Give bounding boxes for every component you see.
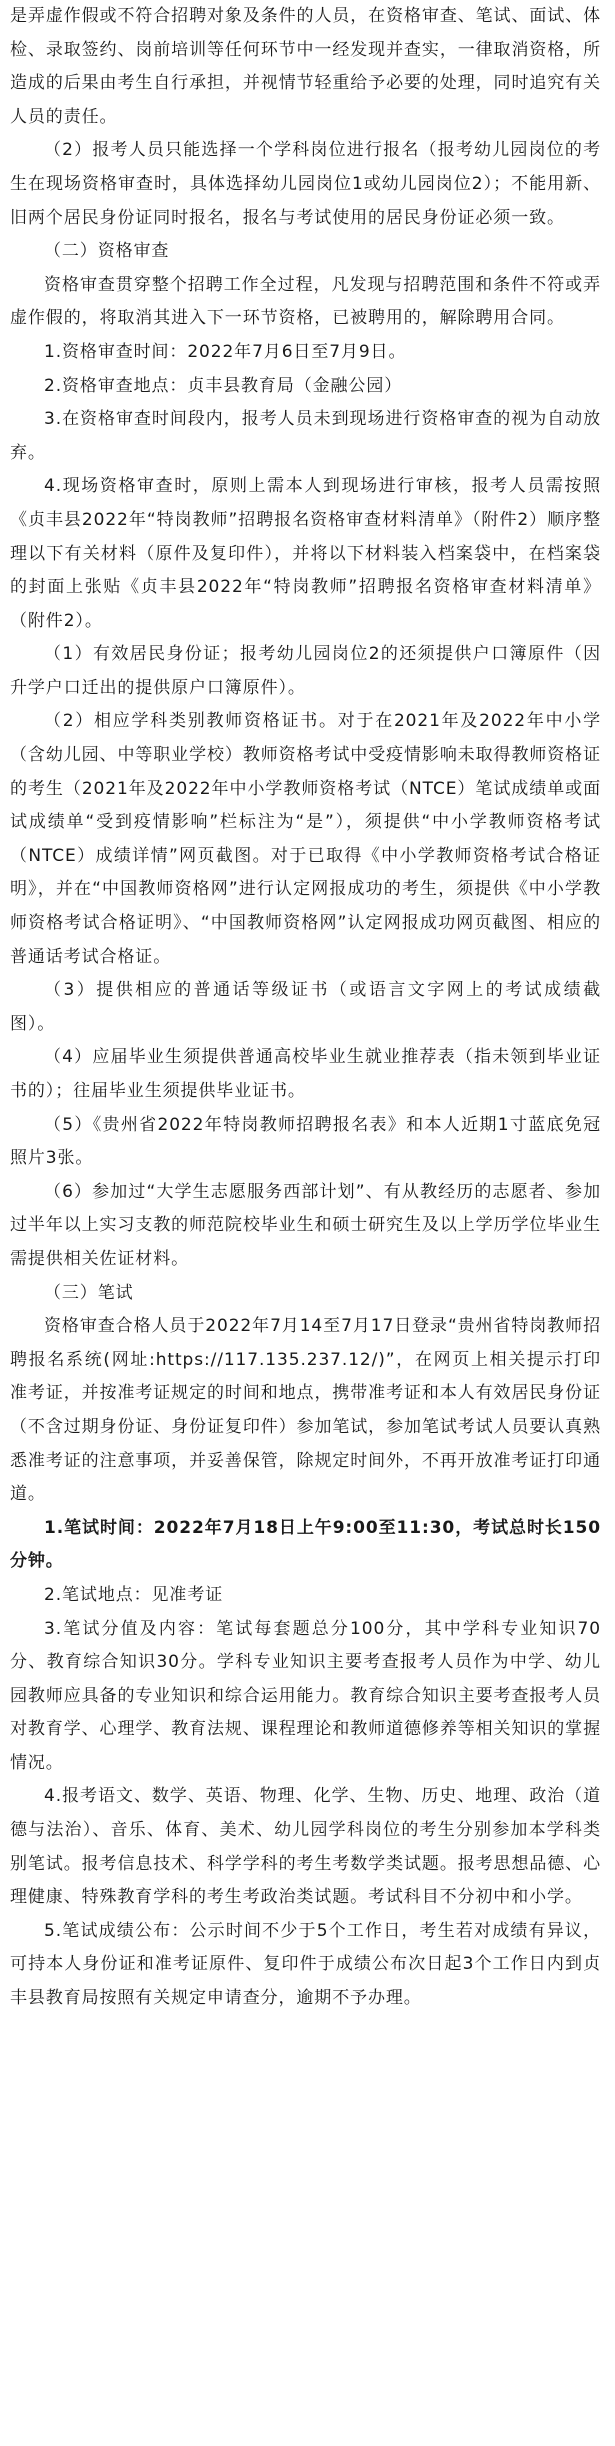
paragraph-material-graduate-documents: （4）应届毕业生须提供普通高校毕业生就业推荐表（指未领到毕业证书的）；往届毕业生须提供毕业证书。 [10, 1047, 601, 1101]
paragraph-review-location: 2.资格审查地点：贞丰县教育局（金融公园） [44, 375, 403, 396]
paragraph-admission-ticket: 资格审查合格人员于2022年7月14至7月17日登录“贵州省特岗教师招聘报名系统(网址:https://117.135.237.12/)”，在网页上相关提示打印准考证，并按准考证规定的时间和地点，携带准考证和本人有效居民身份证（不含过期身份证、身份证复印件）参加笔试，参加笔试考试人员要认真熟悉准考证的注意事项，并妥善保管，除规定时间外，不再开放准考证打印通道。 [10, 1316, 601, 1505]
paragraph-exam-subjects: 4.报考语文、数学、英语、物理、化学、生物、历史、地理、政治（道德与法治）、音乐、体育、美术、幼儿园学科岗位的考生分别参加本学科类别笔试。报考信息技术、科学学科的考生考数学类试题。报考思想品德、心理健康、特殊教育学科的考生考政治类试题。考试科目不分初中和小学。 [10, 1786, 601, 1908]
paragraph-material-registration-form: （5）《贵州省2022年特岗教师招聘报名表》和本人近期1寸蓝底免冠照片3张。 [10, 1114, 601, 1169]
paragraph-review-time: 1.资格审查时间：2022年7月6日至7月9日。 [44, 341, 407, 362]
paragraph-material-teacher-certificate: （2）相应学科类别教师资格证书。对于在2021年及2022年中小学（含幼儿园、中等职业学校）教师资格考试中受疫情影响未取得教师资格证的考生（2021年及2022年中小学教师资格考试（NTCE）笔试成绩单或面试成绩单“受到疫情影响”栏标注为“是”），须提供“中小学教师资格考试（NTCE）成绩详情”网页截图。对于已取得《中小学教师资格考试合格证明》，并在“中国教师资格网”进行认定网报成功的考生，须提供《中小学教师资格考试合格证明》、“中国教师资格网”认定网报成功网页截图、相应的普通话考试合格证。 [10, 711, 601, 967]
paragraph-review-absence: 3.在资格审查时间段内，报考人员未到现场进行资格审查的视为自动放弃。 [10, 409, 601, 463]
paragraph-material-volunteer-proof: （6）参加过“大学生志愿服务西部计划”、有从教经历的志愿者、参加过半年以上实习支教的师范院校毕业生和硕士研究生及以上学历学位毕业生需提供相关佐证材料。 [10, 1181, 601, 1269]
paragraph-exam-results: 5.笔试成绩公布：公示时间不少于5个工作日，考生若对成绩有异议，可持本人身份证和准考证原件、复印件于成绩公布次日起3个工作日内到贞丰县教育局按照有关规定申请查分，逾期不予办理。 [10, 1920, 601, 2009]
paragraph-recruitment-violations: 是弄虚作假或不符合招聘对象及条件的人员，在资格审查、笔试、面试、体检、录取签约、岗前培训等任何环节中一经发现并查实，一律取消资格，所造成的后果由考生自行承担，并视情节轻重给予必要的处理，同时追究有关人员的责任。 [10, 6, 601, 127]
paragraph-review-materials: 4.现场资格审查时，原则上需本人到现场进行审核，报考人员需按照《贞丰县2022年“特岗教师”招聘报名资格审查材料清单》（附件2）顺序整理以下有关材料（原件及复印件），并将以下材料装入档案袋中，在档案袋的封面上张贴《贞丰县2022年“特岗教师”招聘报名资格审查材料清单》（附件2）。 [10, 476, 601, 631]
paragraph-exam-content: 3.笔试分值及内容：笔试每套题总分100分，其中学科专业知识70分、教育综合知识30分。学科专业知识主要考查报考人员作为中学、幼儿园教师应具备的专业知识和综合运用能力。教育综合知识主要考查报考人员对教育学、心理学、教育法规、课程理论和教师道德修养等相关知识的掌握情况。 [10, 1618, 601, 1773]
paragraph-review-overview: 资格审查贯穿整个招聘工作全过程，凡发现与招聘范围和条件不符或弄虚作假的，将取消其进入下一环节资格，已被聘用的，解除聘用合同。 [10, 274, 601, 329]
paragraph-exam-location: 2.笔试地点：见准考证 [44, 1584, 224, 1605]
section-heading-written-exam: （三）笔试 [44, 1282, 134, 1303]
paragraph-material-mandarin-certificate: （3）提供相应的普通话等级证书（或语言文字网上的考试成绩截图）。 [10, 980, 601, 1034]
paragraph-single-post-rule: （2）报考人员只能选择一个学科岗位进行报名（报考幼儿园岗位的考生在现场资格审查时，具体选择幼儿园岗位1或幼儿园岗位2）；不能用新、旧两个居民身份证同时报名，报名与考试使用的居民身份证必须一致。 [10, 140, 601, 228]
paragraph-exam-time: 1.笔试时间：2022年7月18日上午9:00至11:30，考试总时长150分钟。 [10, 1517, 601, 1572]
paragraph-material-id-card: （1）有效居民身份证；报考幼儿园岗位2的还须提供户口簿原件（因升学户口迁出的提供原户口簿原件）。 [10, 644, 601, 698]
section-heading-qualification-review: （二）资格审查 [44, 241, 170, 262]
